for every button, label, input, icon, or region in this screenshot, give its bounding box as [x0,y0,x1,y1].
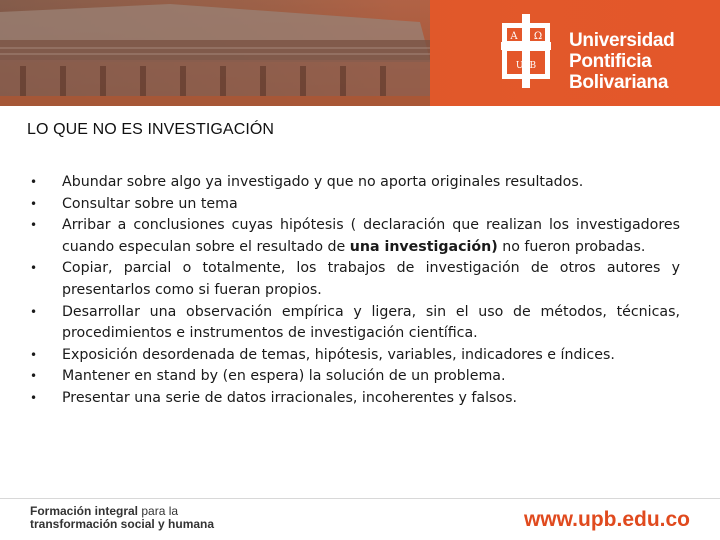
list-item-text: Abundar sobre algo ya investigado y que no aporta originales resultados. [62,174,584,190]
list-item-text [62,215,680,258]
list-item-text-after: no fueron probadas. [497,238,646,255]
header-banner [0,0,720,106]
footer-slogan-line-2: transformación social y humana [30,517,215,531]
bullet-icon: • [30,261,38,276]
university-name [569,30,687,93]
footer-slogan [30,505,214,531]
list-item [30,215,680,258]
svg-text:Ω: Ω [533,31,543,42]
university-crest-icon [501,14,551,88]
logo-line-3: Bolivariana [569,72,669,93]
list-item-text: Presentar una serie de datos irracionales, incoherentes y falsos. [62,389,517,406]
list-item-text: Desarrollar una observación empírica y ligera, sin el uso de métodos, técnicas, procedimientos e instrumentos de investigación científica. [62,303,680,342]
slide-title: LO QUE NO ES INVESTIGACIÓN [27,121,275,138]
list-item-text: Mantener en stand by (en espera) la solución de un problema. [62,368,506,385]
list-item [30,302,680,345]
bullet-icon: • [30,196,38,211]
bullet-icon: • [30,175,38,189]
bullet-icon: • [30,347,38,362]
campus-building-photo [0,0,430,106]
bullet-icon: • [30,218,38,233]
svg-text:UPB: UPB [515,61,537,71]
list-item [30,258,680,301]
bullet-icon: • [30,390,38,405]
list-item-text: Copiar, parcial o totalmente, los trabajos de investigación de otros autores y presentarlos como si fueran propios. [62,260,680,298]
footer-slogan-bold: Formación integral [30,504,139,518]
list-item [30,172,680,194]
list-item-text: Exposición desordenada de temas, hipótesis, variables, indicadores e índices. [62,346,615,363]
university-logo [489,8,689,100]
list-item [30,345,680,367]
footer-slogan-light: para la [138,504,179,518]
logo-line-1: Universidad [569,30,675,51]
logo-line-2: Pontificia [569,51,652,72]
list-item [30,194,680,216]
list-item-text-bold: una investigación) [349,238,498,255]
list-item [30,388,680,410]
list-item-text-before: Arribar a conclusiones cuyas hipótesis ( declaración que realizan los investigadores cuando especulan sobre el resultado de [62,217,680,255]
list-item [30,366,680,388]
bullet-icon: • [30,304,38,319]
svg-text:A: A [510,31,518,42]
list-item-text: Consultar sobre un tema [62,195,238,212]
bullet-icon: • [30,369,38,384]
footer-url-link[interactable]: www.upb.edu.co [523,508,690,531]
footer-divider [0,498,720,499]
bullet-list [30,172,680,410]
